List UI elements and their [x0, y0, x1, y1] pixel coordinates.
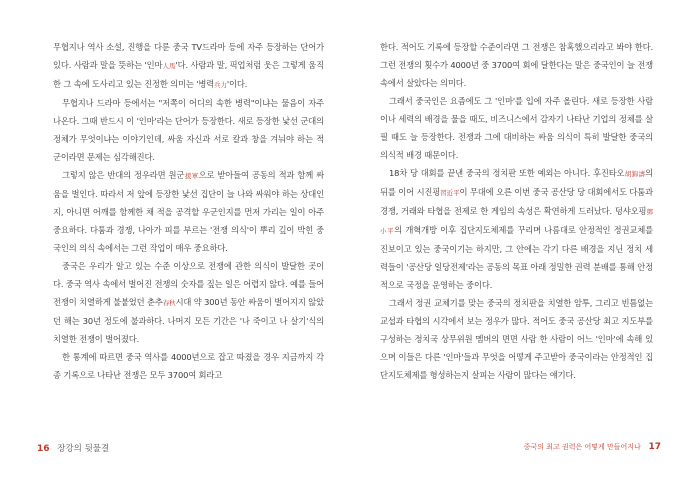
paragraph	[380, 294, 653, 384]
text-run: 그렇지 않은 반대의 정우라면 원군	[62, 170, 185, 180]
hanja-gloss: 鄧小平	[380, 208, 653, 235]
text-run: 의 개혁개방 이후 집단지도체제를 꾸리며 나름대로 안정적인 정권교체를 진보이고 있는 중국이기는 하지만, 그 안에는 각기 다른 배경을 지닌 정치 세력들이 '공산당 일당전제'라는 공동의 목표 아래 정밀한 권력 분배를 통해 안정적으로 국정을 운영하는 중이다.	[380, 225, 654, 290]
paragraph	[53, 166, 324, 257]
text-run: 중국은 우리가 알고 있는 수준 이상으로 전쟁에 관한 의식이 발달한 곳이다. 중국 역사 속에서 벌어진 전쟁의 숫자를 짚는 일은 어렵지 않다. 예를 들어 전쟁이 치열하게 불붙었던 춘추	[53, 261, 324, 307]
text-run: 한 통계에 따르면 중국 역사를 4000년으로 잡고 따졌을 경우 지금까지 각종 기록으로 나타난 전쟁은 모두 3700여 회라고	[53, 352, 324, 380]
paragraph	[53, 348, 324, 384]
paragraph	[53, 257, 324, 348]
text-run: 그래서 정권 교체기를 맞는 중국의 정치판을 치열한 암투, 그리고 빈틈없는 교섭과 타협의 시각에서 보는 정우가 많다. 적어도 중국 공산당 최고 지도부를 구성하는 정치국 상무위원 멤버의 면면 사람 한 사람이 어느 '인마'에 속해 있으며 이들은 다른 '인마'들과 무엇을 어떻게 주고받아 중국이라는 안정적인 집단지도체제를 형성하는지 살피는 사람이 많다는 얘기다.	[380, 298, 653, 380]
text-run: 이 무대에 오른 이번 중국 공산당 당 대회에서도 다툼과 경쟁, 거래와 타협을 전제로 한 게임의 속성은 확연하게 드러났다. 덩샤오핑	[380, 187, 653, 216]
text-run: '다. 사람과 말, 픽업처럼 웃은 그렇게 움직한 그 속에 도사리고 있는 진정한 의미는 '병력	[53, 60, 324, 89]
right-page	[350, 0, 700, 503]
hanja-gloss: 胡錦濤	[624, 170, 646, 178]
page-number: 17	[648, 442, 661, 452]
right-page-footer	[524, 442, 666, 452]
text-run: 무협지나 드라마 등에서는 "저쪽이 어디의 속한 병력"이냐는 물음이 자주 나온다. 그때 반드시 이 '인마'라는 단어가 등장한다. 새로 등장한 낯선 군대의 정체가 무엇이냐는 이야기인데, 싸움 자신과 서로 칼과 창을 겨눠야 하는 적군이라면 문제는 심각해진다.	[53, 98, 324, 162]
hanja-gloss: 人馬	[162, 62, 176, 70]
text-run: 시대 약 300년 동안 싸움이 벌어지지 않았던 해는 30년 정도에 불과하다. 나머지 모든 기간은 '나 죽이고 나 살기'식의 치열한 전쟁이 벌어졌다.	[53, 297, 324, 344]
paragraph	[380, 38, 653, 92]
hanja-gloss: 援軍	[184, 172, 199, 180]
text-run: '이다.	[226, 79, 248, 89]
text-run: 한다. 적어도 기록에 등장할 수준이라면 그 전쟁은 참혹했으리라고 봐야 한다. 그런 전쟁의 횟수가 4000년 중 3700여 회에 달한다는 말은 중국인이 늘 전쟁 속에서 살았다는 의미다.	[380, 42, 653, 88]
left-page-footer	[32, 442, 109, 454]
hanja-gloss: 兵力	[214, 81, 227, 89]
text-run: 무협지나 역사 소설, 진행을 다룬 중국 TV드라마 등에 자주 등장하는 단어가 있다. 사람과 말을 뜻하는 '인마	[53, 42, 324, 70]
right-page-body	[380, 38, 653, 384]
text-run: 의 뒤를 이어 시진핑	[380, 168, 653, 197]
paragraph	[53, 94, 324, 166]
paragraph	[53, 38, 324, 94]
text-run: 으로 받아들여 공동의 적과 함께 싸움을 벌인다. 따라서 저 앞에 등장한 낯선 집단이 늘 나와 싸워야 하는 상대인지, 아니면 어깨를 함께한 채 적을 공격할 우군인지를 먼저 가리는 일이 아주 중요하다. 다툼과 경쟁, 나아가 피를 부르는 '전쟁 의식'이 뿌리 깊이 박힌 중국인의 의식 속에서는 그런 작업이 매우 중요하다.	[53, 170, 325, 253]
left-page-body	[53, 38, 324, 384]
hanja-gloss: 春秋	[162, 299, 176, 307]
text-run: 그래서 중국인은 요즘에도 그 '인마'를 입에 자주 올린다. 새로 등장한 사람이나 세력의 배경을 물을 때도, 비즈니스에서 감자기 나타난 기업의 정체를 살필 때도 늘 등장한다. 전쟁과 그에 대비하는 싸움 의식이 특히 발달한 중국의 의식적 배경 때문이다.	[380, 96, 653, 160]
text-run: 18차 당 대회를 끝낸 중국의 정치판 또한 예외는 아니다. 후진타오	[389, 168, 625, 178]
running-title: 중국의 최고 권력은 어떻게 만들어지나	[523, 443, 641, 451]
paragraph	[380, 92, 653, 164]
paragraph	[380, 164, 653, 294]
running-title: 장강의 뒷물결	[57, 444, 110, 454]
page-number: 16	[37, 444, 50, 454]
hanja-gloss: 習近平	[440, 189, 460, 197]
